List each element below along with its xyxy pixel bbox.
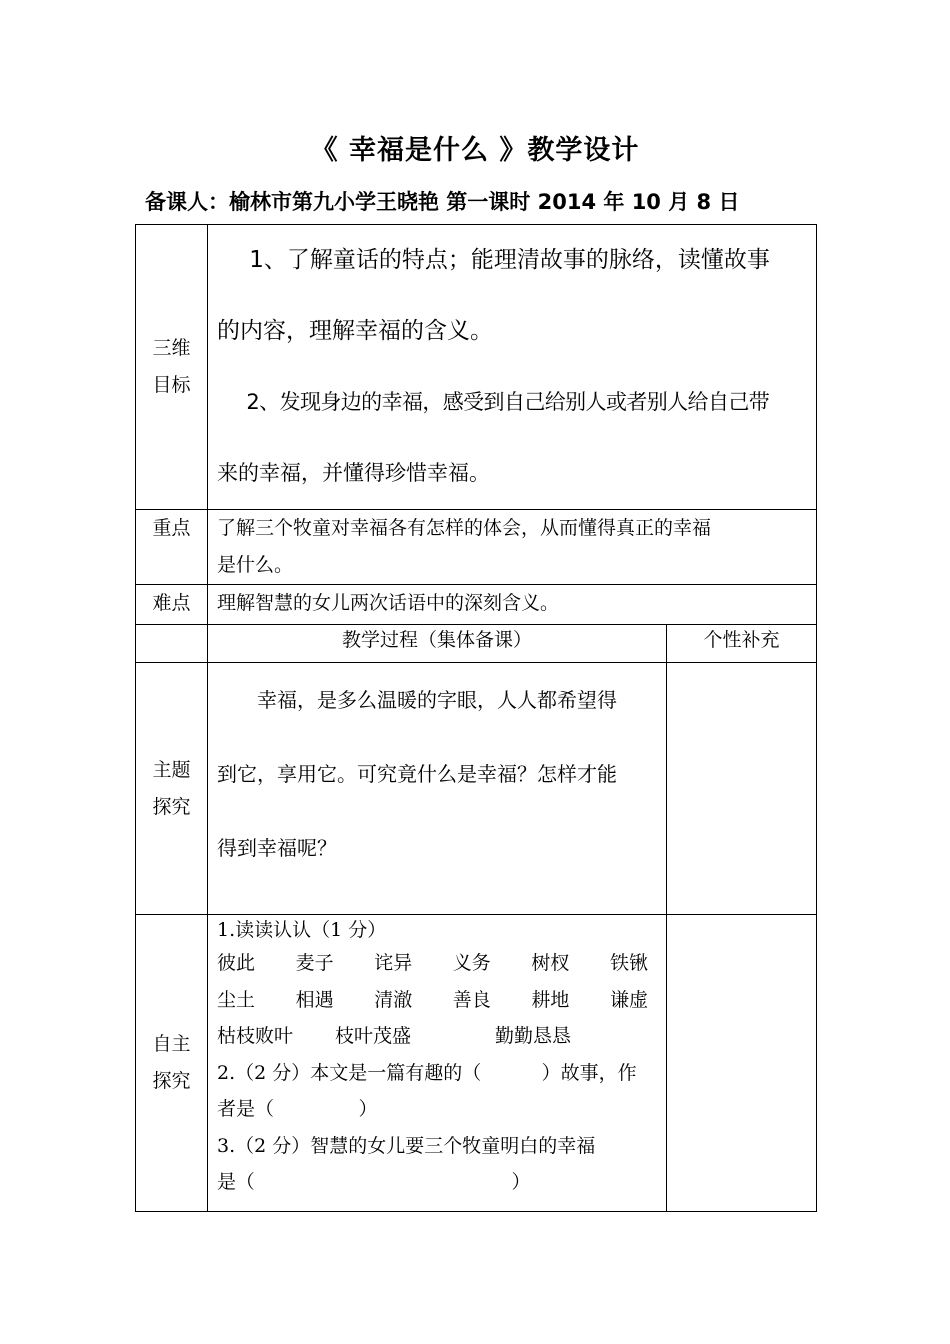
- theme-row: [136, 663, 817, 915]
- key-point-row: [136, 510, 817, 585]
- theme-line-3: 得到幸福呢？: [217, 836, 337, 860]
- word: 相遇: [295, 988, 334, 1011]
- key-point-line-2: 是什么。: [217, 554, 294, 576]
- word: 尘土: [217, 988, 256, 1011]
- word: 勤勤恳恳: [495, 1025, 572, 1047]
- self-study-label: 自主 探究: [136, 915, 208, 1212]
- word: 树杈: [531, 952, 570, 974]
- goals-content: [208, 225, 817, 510]
- question-1: 1.读读认认（1 分）: [217, 919, 387, 941]
- word: 枯枝败叶: [217, 1025, 294, 1047]
- word: 清澈: [374, 988, 413, 1011]
- key-point-content: [208, 510, 817, 585]
- question-2-line-1: 2.（2 分）本文是一篇有趣的（ ）故事，作: [217, 1061, 637, 1084]
- word: 枝叶茂盛: [335, 1025, 412, 1047]
- theme-content: [208, 663, 667, 915]
- difficulty-content: 理解智慧的女儿两次话语中的深刻含义。: [208, 585, 817, 625]
- question-3-line-2: 是（ ）: [217, 1171, 531, 1193]
- word: 铁锹: [609, 952, 648, 974]
- theme-supplement: [667, 663, 817, 915]
- word: 诧异: [374, 952, 413, 974]
- self-study-row: [136, 915, 817, 1212]
- header-process: 教学过程（集体备课）: [208, 625, 667, 663]
- word: 彼此: [217, 952, 256, 974]
- question-3-line-1: 3.（2 分）智慧的女儿要三个牧童明白的幸福: [217, 1134, 596, 1157]
- goal-1-line-2: 的内容，理解幸福的含义。: [217, 318, 493, 344]
- goal-1-line-1: 1、了解童话的特点；能理清故事的脉络，读懂故事: [249, 247, 770, 273]
- process-header-row: [136, 625, 817, 663]
- theme-label: 主题 探究: [136, 663, 208, 915]
- goal-2-line-1: 2、发现身边的幸福，感受到自己给别人或者别人给自己带: [246, 390, 770, 414]
- question-2-line-2: 者是（ ）: [217, 1098, 378, 1120]
- word: 善良: [452, 988, 491, 1011]
- self-study-supplement: [667, 915, 817, 1212]
- self-study-content: [208, 915, 667, 1212]
- key-point-line-1: 了解三个牧童对幸福各有怎样的体会，从而懂得真正的幸福: [217, 517, 712, 539]
- theme-line-1: 幸福，是多么温暖的字眼，人人都希望得: [257, 688, 617, 712]
- word-row-2: [217, 982, 658, 1019]
- word: 耕地: [531, 988, 570, 1011]
- document-subtitle: 备课人：榆林市第九小学王晓艳 第一课时 2014 年 10 月 8 日: [145, 190, 740, 214]
- word: 谦虚: [609, 988, 648, 1011]
- word: 麦子: [295, 952, 334, 974]
- theme-line-2: 到它，享用它。可究竟什么是幸福？怎样才能: [217, 762, 617, 786]
- lesson-plan-table: [135, 224, 817, 1212]
- word: 义务: [452, 952, 491, 974]
- header-blank-cell: [136, 625, 208, 663]
- document-title: 《 幸福是什么 》教学设计: [310, 135, 640, 166]
- word-row-3: [217, 1018, 658, 1055]
- difficulty-row: [136, 585, 817, 625]
- goals-label: 三维 目标: [136, 225, 208, 510]
- difficulty-label: 难点: [136, 585, 208, 625]
- header-supplement: 个性补充: [667, 625, 817, 663]
- key-point-label: 重点: [136, 510, 208, 585]
- goal-2-line-2: 来的幸福，并懂得珍惜幸福。: [217, 461, 490, 485]
- goals-row: [136, 225, 817, 510]
- word-row-1: [217, 945, 658, 982]
